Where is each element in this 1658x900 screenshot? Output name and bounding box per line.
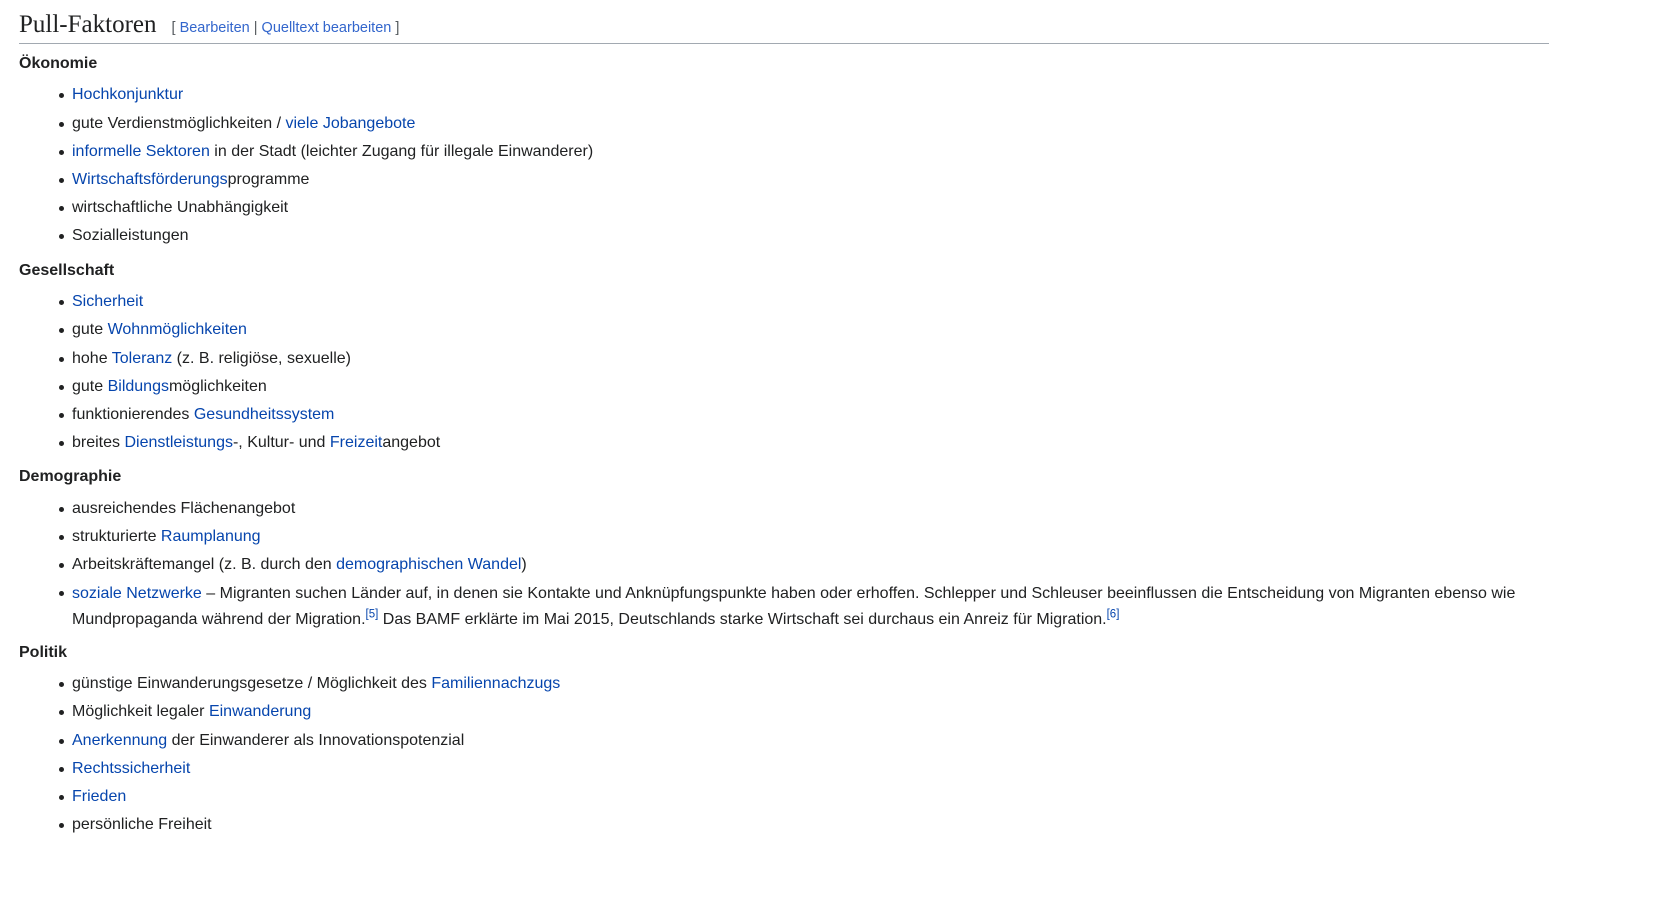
section-heading [19,8,1549,44]
list-item [72,401,1640,429]
item-text: Möglichkeit legaler [72,703,209,721]
item-text: günstige Einwanderungsgesetze / Möglichkeit des [72,675,432,693]
item-text: strukturierte [72,528,161,546]
section-title: Pull-Faktoren [19,11,157,38]
list-item [72,727,1640,755]
link-wirtschaftsfoerderung[interactable]: Wirtschaftsförderungs [72,170,228,188]
list-item [72,81,1640,109]
list-item [72,194,1640,222]
edit-bracket-open: [ [171,20,176,36]
reference-link[interactable]: [5] [365,608,379,621]
item-text: Sozialleistungen [72,227,189,245]
list-item [72,580,1640,633]
list-item [72,783,1640,811]
list-item [72,288,1640,316]
item-text: – Migranten suchen Länder auf, in denen sie Kontakte und Anknüpfungspunkte haben oder erhoffen. Schlepper und Schleuser beeinflussen die Entscheidung von Migranten ebenso wie Mundpropaganda während der Migration. [72,584,1516,628]
list-item [72,523,1640,551]
politics-list [19,670,1640,839]
subheading-demography: Demographie [19,468,122,486]
subheading-economy: Ökonomie [19,54,98,72]
item-text: möglichkeiten [168,377,267,395]
item-text: Das BAMF erklärte im Mai 2015, Deutschlands starke Wirtschaft sei durchaus ein Anreiz für Migration. [378,610,1107,628]
item-text: ausreichendes Flächenangebot [72,499,296,517]
list-item [72,138,1640,166]
reference-5 [366,608,379,620]
link-sicherheit[interactable]: Sicherheit [72,293,144,311]
item-text: in der Stadt (leichter Zugang für illegale Einwanderer) [209,142,594,160]
list-item [72,373,1640,401]
economy-list [19,81,1640,250]
list-item [72,110,1640,138]
item-text: angebot [382,434,441,452]
item-text: funktionierendes [72,405,194,423]
link-dienstleistung[interactable]: Dienstleistungs [124,434,233,452]
list-item [72,345,1640,373]
item-text: gute Verdienstmöglichkeiten / [72,114,286,132]
subheading-politics: Politik [19,643,68,661]
item-text: breites [72,434,125,452]
list-item [72,166,1640,194]
item-text: der Einwanderer als Innovationspotenzial [167,731,465,749]
list-item [72,755,1640,783]
list-item [72,222,1640,250]
link-demographischer-wandel[interactable]: demographischen Wandel [336,556,522,574]
reference-link[interactable]: [6] [1106,608,1120,621]
subheading-society: Gesellschaft [19,261,115,279]
item-text: gute [72,321,108,339]
list-item [72,551,1640,579]
link-freizeit[interactable]: Freizeit [329,434,383,452]
item-text: Arbeitskräftemangel (z. B. durch den [72,556,337,574]
item-text: gute [72,377,108,395]
edit-link[interactable]: Bearbeiten [179,20,250,36]
society-list [19,288,1640,457]
link-anerkennung[interactable]: Anerkennung [72,731,168,749]
source-edit-link[interactable]: Quelltext bearbeiten [261,20,392,36]
link-einwanderung[interactable]: Einwanderung [208,703,312,721]
link-viele-jobangebote[interactable]: viele Jobangebote [285,114,416,132]
edit-bracket-close: ] [395,20,400,36]
item-text: wirtschaftliche Unabhängigkeit [72,199,289,217]
link-soziale-netzwerke[interactable]: soziale Netzwerke [72,584,202,602]
link-wohnmoeglichkeiten[interactable]: Wohnmöglichkeiten [107,321,247,339]
item-text: ) [521,556,527,574]
list-item [72,495,1640,523]
link-informelle-sektoren[interactable]: informelle Sektoren [72,142,210,160]
item-text: programme [227,170,310,188]
list-item [72,670,1640,698]
link-frieden[interactable]: Frieden [72,787,127,805]
item-text: -, Kultur- und [232,434,330,452]
link-gesundheitssystem[interactable]: Gesundheitssystem [193,405,335,423]
link-rechtssicherheit[interactable]: Rechtssicherheit [72,759,191,777]
list-item [72,316,1640,344]
list-item [72,429,1640,457]
list-item [72,698,1640,726]
item-text: hohe [72,349,112,367]
edit-section-links [172,20,400,36]
list-item [72,811,1640,839]
demography-list [19,495,1640,633]
link-raumplanung[interactable]: Raumplanung [160,528,261,546]
link-bildung[interactable]: Bildungs [107,377,169,395]
link-toleranz[interactable]: Toleranz [111,349,173,367]
reference-6 [1107,608,1120,620]
edit-separator: | [253,20,258,36]
item-text: (z. B. religiöse, sexuelle) [172,349,351,367]
link-hochkonjunktur[interactable]: Hochkonjunktur [72,86,184,104]
item-text: persönliche Freiheit [72,816,212,834]
link-familiennachzug[interactable]: Familiennachzugs [431,675,561,693]
